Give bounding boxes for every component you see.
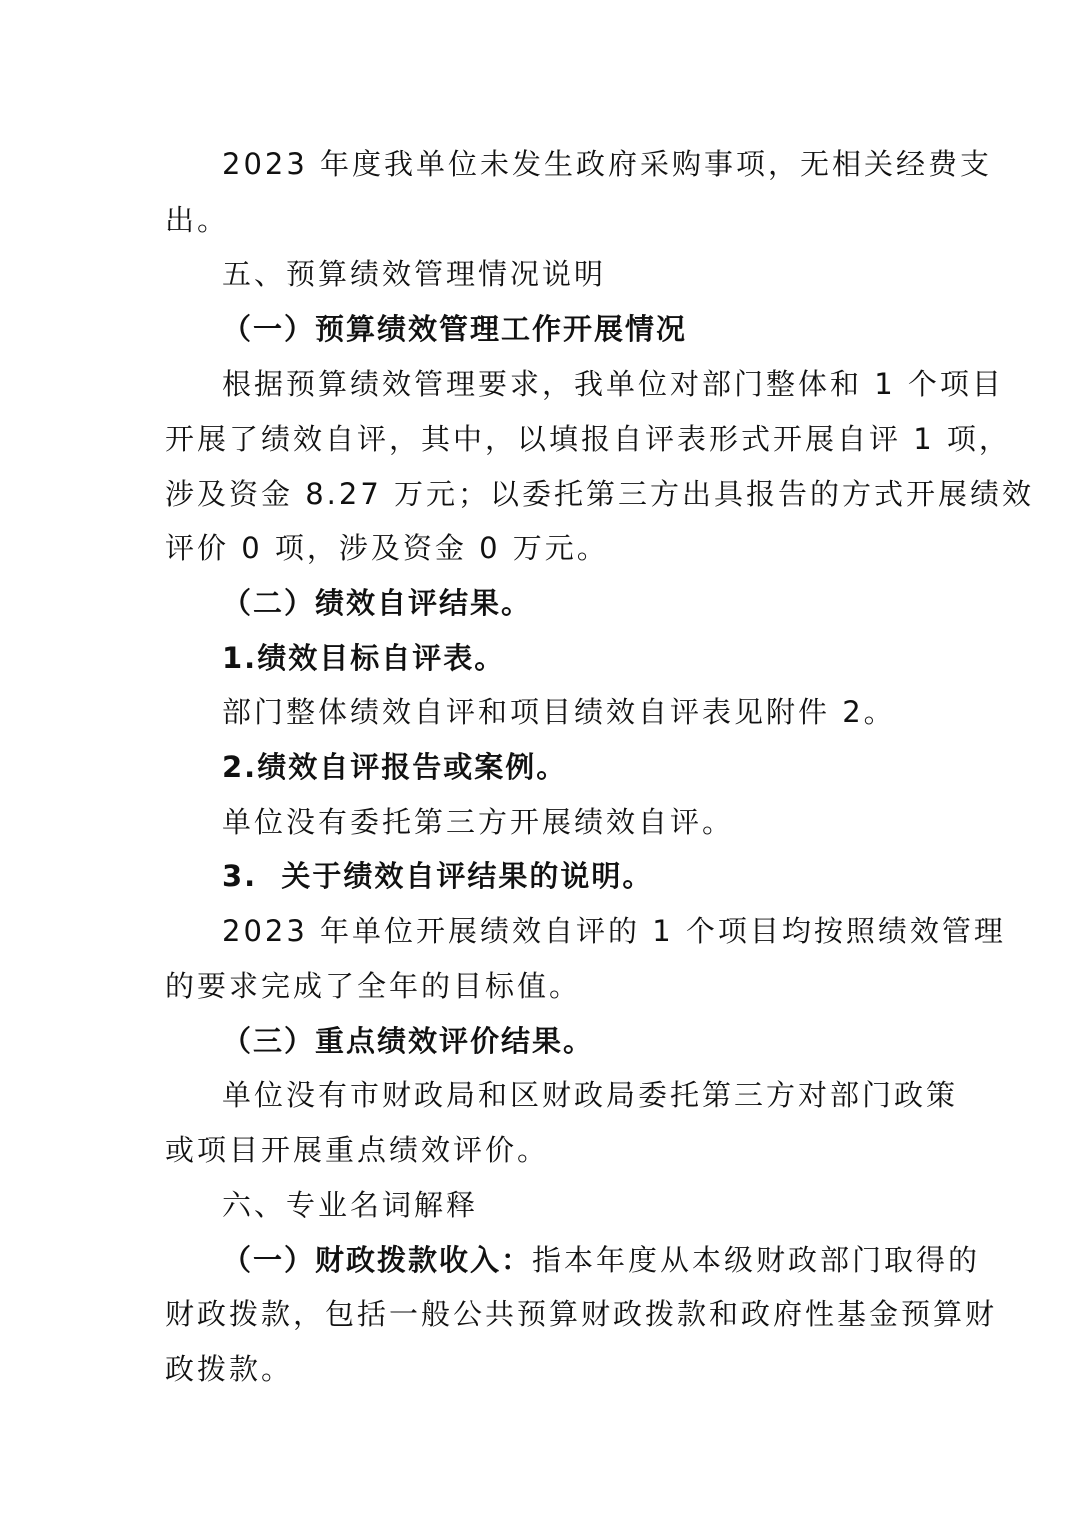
item-1-text: 部门整体绩效自评和项目绩效自评表见附件 2。 bbox=[222, 695, 896, 729]
subsection-3-heading: （三）重点绩效评价结果。 bbox=[222, 1024, 595, 1058]
term-1-definition-start: 指本年度从本级财政部门取得的 bbox=[532, 1243, 981, 1277]
procurement-paragraph-line-2: 出。 bbox=[165, 203, 230, 237]
term-1-label: （一）财政拨款收入： bbox=[222, 1243, 533, 1277]
work-paragraph-line-3: 涉及资金 8.27 万元；以委托第三方出具报告的方式开展绩效 bbox=[165, 477, 1035, 511]
results-paragraph-line-1: 2023 年单位开展绩效自评的 1 个项目均按照绩效管理 bbox=[222, 914, 1006, 948]
work-paragraph-line-2: 开展了绩效自评，其中，以填报自评表形式开展自评 1 项， bbox=[165, 422, 1011, 456]
key-eval-paragraph-line-2: 或项目开展重点绩效评价。 bbox=[165, 1133, 550, 1167]
section-6-heading: 六、专业名词解释 bbox=[222, 1188, 479, 1222]
item-3-heading: 3. 关于绩效自评结果的说明。 bbox=[222, 859, 654, 893]
subsection-1-heading: （一）预算绩效管理工作开展情况 bbox=[222, 312, 688, 346]
section-5-heading: 五、预算绩效管理情况说明 bbox=[222, 257, 607, 291]
procurement-paragraph-line-1: 2023 年度我单位未发生政府采购事项，无相关经费支 bbox=[222, 147, 993, 181]
item-1-heading: 1.绩效目标自评表。 bbox=[222, 641, 506, 675]
subsection-2-heading: （二）绩效自评结果。 bbox=[222, 586, 533, 620]
key-eval-paragraph-line-1: 单位没有市财政局和区财政局委托第三方对部门政策 bbox=[222, 1078, 959, 1112]
results-paragraph-line-2: 的要求完成了全年的目标值。 bbox=[165, 969, 582, 1003]
term-1-line-3: 政拨款。 bbox=[165, 1352, 294, 1386]
item-2-heading: 2.绩效自评报告或案例。 bbox=[222, 750, 568, 784]
term-1-line-1 bbox=[222, 1240, 981, 1280]
item-2-text: 单位没有委托第三方开展绩效自评。 bbox=[222, 805, 735, 839]
work-paragraph-line-1: 根据预算绩效管理要求，我单位对部门整体和 1 个项目 bbox=[222, 367, 1004, 401]
term-1-line-2: 财政拨款，包括一般公共预算财政拨款和政府性基金预算财 bbox=[165, 1297, 998, 1331]
work-paragraph-line-4: 评价 0 项，涉及资金 0 万元。 bbox=[165, 531, 609, 565]
